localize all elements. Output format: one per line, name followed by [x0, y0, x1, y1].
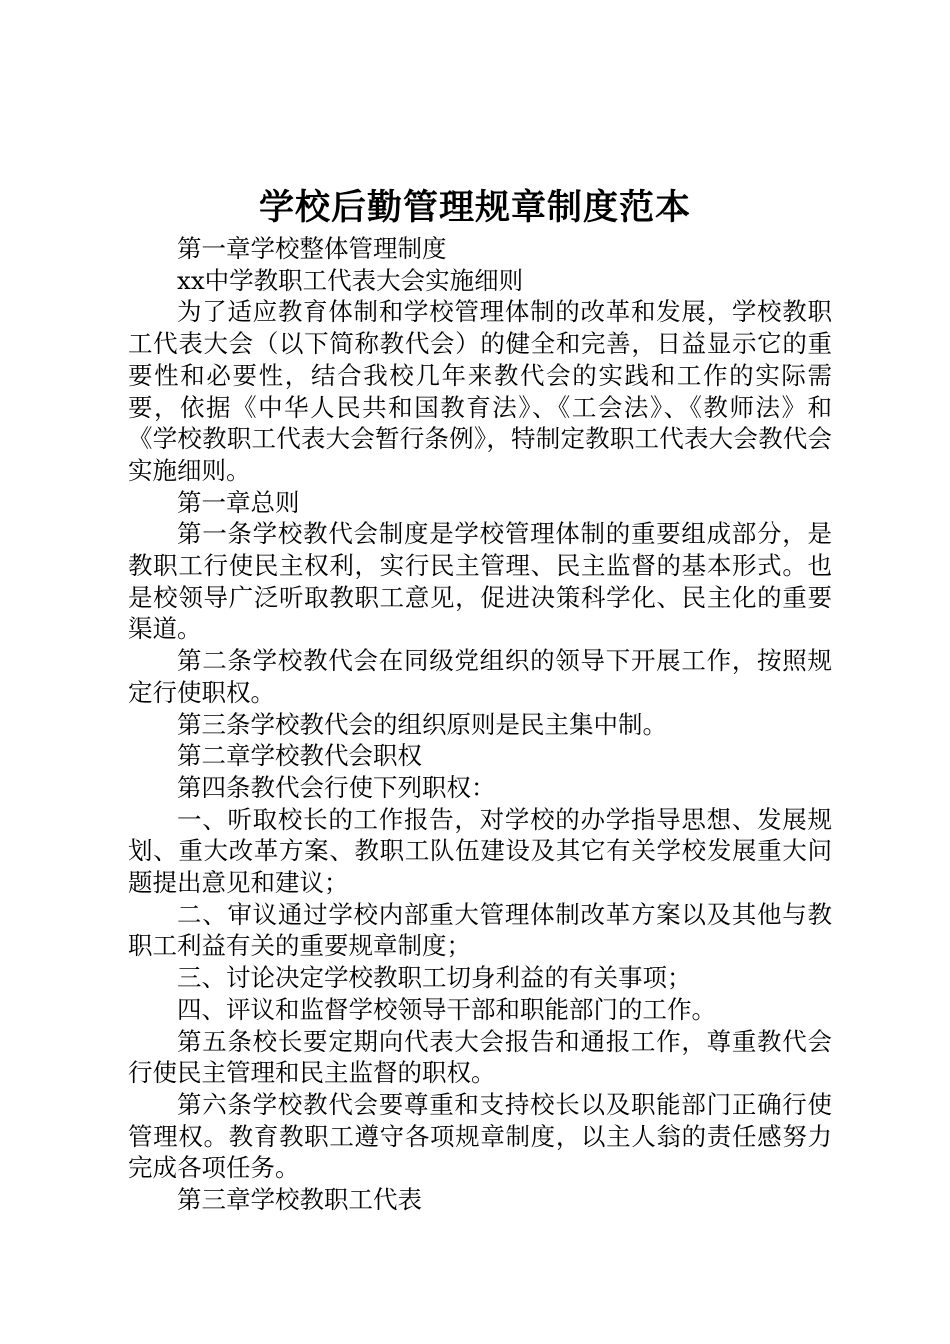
- paragraph: 第一章总则: [177, 487, 300, 517]
- paragraph: 第一条学校教代会制度是学校管理体制的重要组成部分，是教职工行使民主权利，实行民主管理、民主监督的基本形式。也是校领导广泛听取教职工意见，促进决策科学化、民主化的重要渠道。: [128, 519, 832, 644]
- paragraph: 第三章学校教职工代表: [177, 1185, 422, 1215]
- paragraph: 为了适应教育体制和学校管理体制的改革和发展，学校教职工代表大会（以下简称教代会）的健全和完善，日益显示它的重要性和必要性，结合我校几年来教代会的实践和工作的实际需要，依据《中华人民共和国教育法》、《工会法》、《教师法》和《学校教职工代表大会暂行条例》，特制定教职工代表大会教代会实施细则。: [128, 297, 832, 485]
- paragraph: 第六条学校教代会要尊重和支持校长以及职能部门正确行使管理权。教育教职工遵守各项规章制度，以主人翁的责任感努力完成各项任务。: [128, 1089, 832, 1183]
- paragraph: 二、审议通过学校内部重大管理体制改革方案以及其他与教职工利益有关的重要规章制度；: [128, 899, 832, 961]
- paragraph: 第五条校长要定期向代表大会报告和通报工作，尊重教代会行使民主管理和民主监督的职权。: [128, 1026, 832, 1088]
- paragraph: 一、听取校长的工作报告，对学校的办学指导思想、发展规划、重大改革方案、教职工队伍建设及其它有关学校发展重大问题提出意见和建议；: [128, 804, 832, 898]
- paragraph: xx中学教职工代表大会实施细则: [177, 265, 524, 295]
- paragraph: 第一章学校整体管理制度: [177, 234, 447, 263]
- document-body: [128, 233, 832, 1216]
- document-title: 学校后勤管理规章制度范本: [258, 187, 691, 228]
- paragraph: 四、评议和监督学校领导干部和职能部门的工作。: [177, 994, 716, 1024]
- paragraph: 第四条教代会行使下列职权：: [177, 772, 496, 802]
- paragraph: 第二章学校教代会职权: [177, 741, 422, 771]
- paragraph: 三、讨论决定学校教职工切身利益的有关事项；: [177, 963, 692, 993]
- paragraph: 第二条学校教代会在同级党组织的领导下开展工作，按照规定行使职权。: [128, 646, 832, 707]
- paragraph: 第三条学校教代会的组织原则是民主集中制。: [177, 709, 667, 739]
